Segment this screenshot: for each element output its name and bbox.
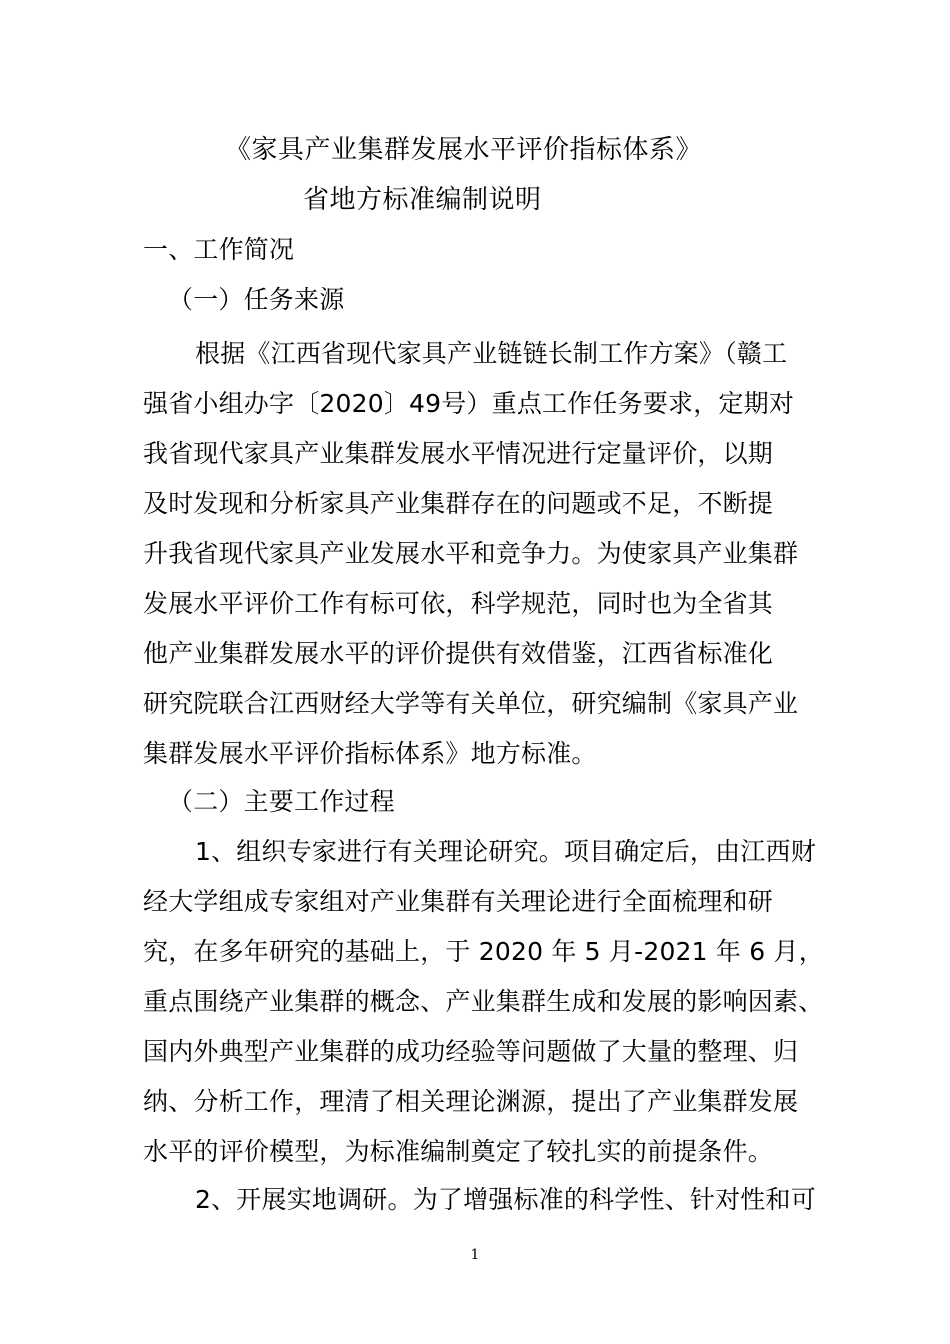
paragraph-line: 及时发现和分析家具产业集群存在的问题或不足，不断提 — [143, 489, 774, 518]
paragraph-line: 2、开展实地调研。为了增强标准的科学性、针对性和可 — [195, 1185, 816, 1214]
paragraph-line: 究，在多年研究的基础上，于 2020 年 5 月-2021 年 6 月， — [143, 937, 824, 966]
paragraph-line: 升我省现代家具产业发展水平和竞争力。为使家具产业集群 — [143, 539, 799, 568]
paragraph-line: 我省现代家具产业集群发展水平情况进行定量评价，以期 — [143, 439, 774, 468]
page-number: 1 — [470, 1247, 480, 1263]
subsection-heading-work-process: （二）主要工作过程 — [168, 787, 395, 816]
paragraph-line: 研究院联合江西财经大学等有关单位，研究编制《家具产业 — [143, 689, 799, 718]
paragraph-line: 经大学组成专家组对产业集群有关理论进行全面梳理和研 — [143, 887, 774, 916]
paragraph-line: 纳、分析工作，理清了相关理论渊源，提出了产业集群发展 — [143, 1087, 799, 1116]
paragraph-line: 集群发展水平评价指标体系》地方标准。 — [143, 739, 597, 768]
paragraph-line: 发展水平评价工作有标可依，科学规范，同时也为全省其 — [143, 589, 774, 618]
paragraph-line: 国内外典型产业集群的成功经验等问题做了大量的整理、归 — [143, 1037, 799, 1066]
document-title-line-2: 省地方标准编制说明 — [303, 185, 542, 215]
subsection-heading-task-source: （一）任务来源 — [168, 285, 345, 314]
document-title-line-1: 《家具产业集群发展水平评价指标体系》 — [225, 135, 703, 165]
paragraph-line: 他产业集群发展水平的评价提供有效借鉴，江西省标准化 — [143, 639, 774, 668]
paragraph-line: 重点围绕产业集群的概念、产业集群生成和发展的影响因素、 — [143, 987, 824, 1016]
paragraph-line: 根据《江西省现代家具产业链链长制工作方案》（赣工 — [195, 339, 788, 368]
paragraph-line: 强省小组办字〔2020〕49号）重点工作任务要求，定期对 — [143, 389, 795, 418]
paragraph-line: 水平的评价模型，为标准编制奠定了较扎实的前提条件。 — [143, 1137, 774, 1166]
section-heading: 一、工作简况 — [143, 235, 295, 264]
paragraph-line: 1、组织专家进行有关理论研究。项目确定后，由江西财 — [195, 837, 816, 866]
